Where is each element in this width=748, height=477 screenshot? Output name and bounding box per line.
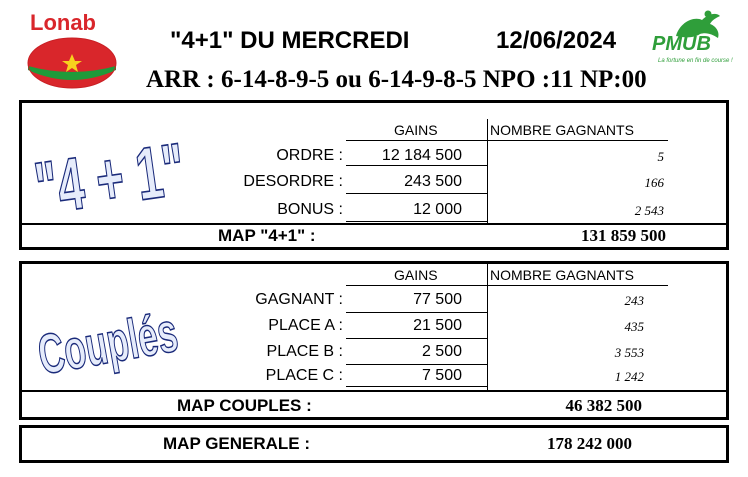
- col-winners-header: NOMBRE GAGNANTS: [490, 122, 634, 138]
- map-general-value: 178 242 000: [547, 434, 632, 453]
- row-winners-place-c: 1 242: [614, 369, 644, 384]
- lonab-logo-text: Lonab: [30, 10, 96, 35]
- row-label-place-c: PLACE C :: [265, 367, 343, 384]
- row-gain-place-b: 2 500: [421, 343, 462, 360]
- row-winners-place-a: 435: [624, 319, 644, 334]
- row-gain-ordre: 12 184 500: [381, 147, 462, 164]
- map-4plus1-label: MAP "4+1" :: [218, 226, 316, 245]
- row-gain-place-a: 21 500: [413, 317, 462, 334]
- row-label-place-b: PLACE B :: [266, 343, 343, 360]
- row-label-bonus: BONUS :: [277, 201, 343, 218]
- section-couples-divider: [21, 390, 727, 392]
- map-4plus1-value: 131 859 500: [581, 226, 666, 245]
- row-gain-desordre: 243 500: [404, 173, 462, 190]
- flag-circle-icon: [28, 38, 116, 88]
- page-title: "4+1" DU MERCREDI: [170, 27, 410, 54]
- row-gain-gagnant: 77 500: [413, 291, 462, 308]
- col-gains-header-2: GAINS: [394, 267, 438, 283]
- svg-text:Couplés: Couplés: [33, 285, 190, 378]
- deco-4plus1: [30, 112, 200, 222]
- draw-date: 12/06/2024: [496, 27, 617, 54]
- pmub-tagline: La fortune en fin de course !: [658, 58, 733, 64]
- row-winners-bonus: 2 543: [634, 203, 664, 218]
- pmub-logo-text: PMUB: [652, 33, 711, 55]
- row-winners-gagnant: 243: [624, 293, 644, 308]
- row-winners-place-b: 3 553: [614, 345, 644, 360]
- col-winners-header-2: NOMBRE GAGNANTS: [490, 267, 634, 283]
- arrival-line: ARR : 6-14-8-9-5 ou 6-14-9-8-5 NPO :11 NP:00: [146, 66, 647, 93]
- lonab-logo: [22, 8, 122, 93]
- svg-text:"4 + 1": "4 + 1": [30, 114, 200, 222]
- map-couples-label: MAP COUPLES :: [177, 396, 312, 415]
- row-label-ordre: ORDRE :: [276, 147, 343, 164]
- deco-couples: [30, 278, 190, 378]
- map-general-label: MAP GENERALE :: [163, 434, 311, 453]
- map-couples-value: 46 382 500: [565, 396, 642, 415]
- row-label-place-a: PLACE A :: [268, 317, 343, 334]
- row-gain-bonus: 12 000: [413, 201, 462, 218]
- pmub-logo: [642, 8, 740, 68]
- section-4plus1-divider: [21, 223, 727, 225]
- col-gains-header: GAINS: [394, 122, 438, 138]
- row-winners-ordre: 5: [657, 149, 664, 164]
- row-gain-place-c: 7 500: [421, 367, 462, 384]
- row-winners-desordre: 166: [644, 175, 664, 190]
- row-label-gagnant: GAGNANT :: [255, 291, 343, 308]
- row-label-desordre: DESORDRE :: [243, 173, 343, 190]
